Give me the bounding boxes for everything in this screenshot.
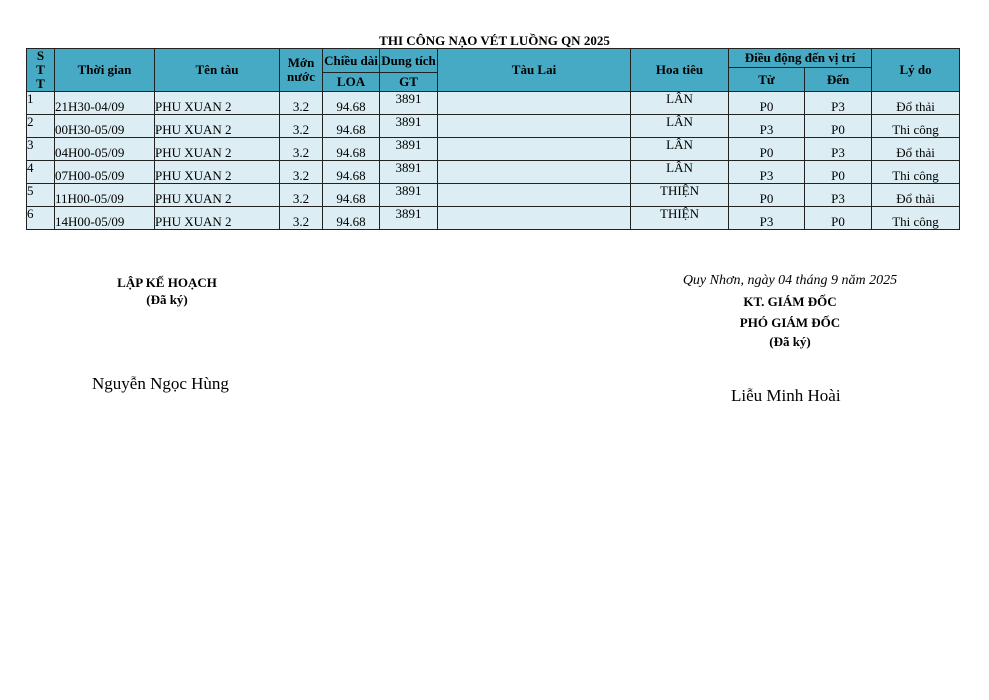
cell-stt: 6 — [27, 207, 55, 230]
cell-pilot: THIỆN — [631, 207, 729, 230]
header-move: Điều động đến vị trí — [729, 49, 872, 68]
cell-gt: 3891 — [380, 161, 438, 184]
cell-stt: 3 — [27, 138, 55, 161]
cell-from: P0 — [729, 92, 805, 115]
cell-stt: 1 — [27, 92, 55, 115]
cell-draft: 3.2 — [280, 115, 323, 138]
cell-tug — [438, 207, 631, 230]
planner-title: LẬP KẾ HOẠCH — [117, 275, 217, 290]
header-length: Chiều dài — [323, 49, 380, 73]
header-time: Thời gian — [55, 49, 155, 92]
cell-reason: Thi công — [872, 115, 960, 138]
cell-to: P3 — [805, 184, 872, 207]
table-row — [27, 138, 960, 161]
cell-stt: 4 — [27, 161, 55, 184]
cell-reason: Đổ thải — [872, 138, 960, 161]
cell-tug — [438, 92, 631, 115]
header-tug: Tàu Lai — [438, 49, 631, 92]
cell-to: P3 — [805, 92, 872, 115]
cell-length: 94.68 — [323, 115, 380, 138]
signing-date: Quy Nhơn, ngày 04 tháng 9 năm 2025 — [682, 273, 898, 288]
document-title: THI CÔNG NẠO VÉT LUỒNG QN 2025 — [379, 33, 610, 48]
director-signed-note: (Đã ký) — [769, 334, 811, 349]
cell-tug — [438, 161, 631, 184]
cell-to: P0 — [805, 115, 872, 138]
cell-length: 94.68 — [323, 184, 380, 207]
cell-stt: 5 — [27, 184, 55, 207]
director-title: KT. GIÁM ĐỐC — [743, 294, 837, 309]
cell-pilot: THIỆN — [631, 184, 729, 207]
cell-tug — [438, 184, 631, 207]
cell-pilot: LÂN — [631, 138, 729, 161]
cell-from: P0 — [729, 138, 805, 161]
schedule-table — [26, 48, 960, 230]
cell-reason: Thi công — [872, 207, 960, 230]
table-row — [27, 115, 960, 138]
header-pilot: Hoa tiêu — [631, 49, 729, 92]
cell-to: P0 — [805, 161, 872, 184]
cell-ship: PHU XUAN 2 — [155, 115, 280, 138]
planner-name: Nguyễn Ngọc Hùng — [92, 374, 229, 393]
cell-from: P0 — [729, 184, 805, 207]
cell-gt: 3891 — [380, 138, 438, 161]
cell-from: P3 — [729, 207, 805, 230]
table-row — [27, 184, 960, 207]
cell-gt: 3891 — [380, 207, 438, 230]
header-to: Đến — [805, 68, 872, 92]
cell-length: 94.68 — [323, 92, 380, 115]
cell-reason: Thi công — [872, 161, 960, 184]
cell-from: P3 — [729, 115, 805, 138]
header-ship: Tên tàu — [155, 49, 280, 92]
cell-reason: Đổ thải — [872, 92, 960, 115]
cell-reason: Đổ thải — [872, 184, 960, 207]
planner-signature-block — [97, 274, 237, 308]
cell-to: P0 — [805, 207, 872, 230]
header-reason: Lý do — [872, 49, 960, 92]
cell-pilot: LÂN — [631, 161, 729, 184]
cell-tug — [438, 115, 631, 138]
cell-from: P3 — [729, 161, 805, 184]
header-length-unit: LOA — [323, 73, 380, 92]
director-name: Liễu Minh Hoài — [731, 386, 841, 405]
cell-time: 00H30-05/09 — [55, 115, 155, 138]
cell-gt: 3891 — [380, 184, 438, 207]
table-row — [27, 92, 960, 115]
cell-length: 94.68 — [323, 138, 380, 161]
cell-draft: 3.2 — [280, 138, 323, 161]
director-signature-block — [670, 270, 910, 350]
header-draft: Mớn nước — [280, 49, 323, 92]
header-tonnage-unit: GT — [380, 73, 438, 92]
cell-draft: 3.2 — [280, 161, 323, 184]
cell-stt: 2 — [27, 115, 55, 138]
table-row — [27, 207, 960, 230]
cell-tug — [438, 138, 631, 161]
cell-ship: PHU XUAN 2 — [155, 138, 280, 161]
cell-draft: 3.2 — [280, 184, 323, 207]
cell-ship: PHU XUAN 2 — [155, 161, 280, 184]
header-tonnage: Dung tích — [380, 49, 438, 73]
planner-signed-note: (Đã ký) — [146, 292, 188, 307]
cell-gt: 3891 — [380, 92, 438, 115]
cell-time: 21H30-04/09 — [55, 92, 155, 115]
cell-ship: PHU XUAN 2 — [155, 184, 280, 207]
cell-time: 07H00-05/09 — [55, 161, 155, 184]
cell-pilot: LÂN — [631, 115, 729, 138]
deputy-director-title: PHÓ GIÁM ĐỐC — [739, 315, 841, 330]
cell-length: 94.68 — [323, 161, 380, 184]
cell-ship: PHU XUAN 2 — [155, 92, 280, 115]
cell-to: P3 — [805, 138, 872, 161]
header-stt: S T T — [27, 49, 55, 92]
table-row — [27, 161, 960, 184]
header-from: Từ — [729, 68, 805, 92]
cell-time: 14H00-05/09 — [55, 207, 155, 230]
cell-time: 04H00-05/09 — [55, 138, 155, 161]
cell-time: 11H00-05/09 — [55, 184, 155, 207]
cell-ship: PHU XUAN 2 — [155, 207, 280, 230]
cell-draft: 3.2 — [280, 92, 323, 115]
cell-length: 94.68 — [323, 207, 380, 230]
cell-gt: 3891 — [380, 115, 438, 138]
cell-draft: 3.2 — [280, 207, 323, 230]
cell-pilot: LÂN — [631, 92, 729, 115]
